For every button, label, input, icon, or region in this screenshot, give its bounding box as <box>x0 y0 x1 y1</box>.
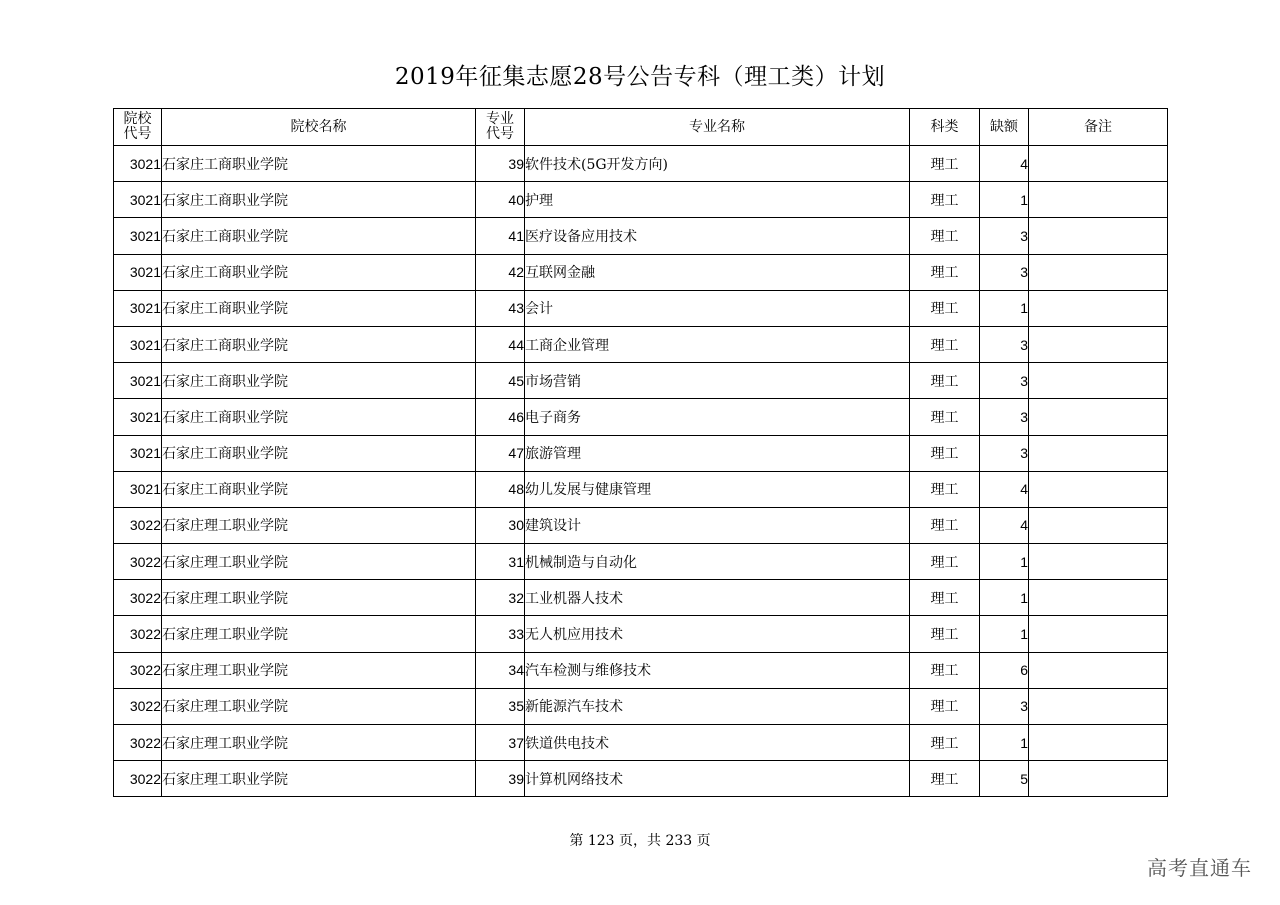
watermark-logo-text: 高考直通车 <box>1147 856 1252 880</box>
school-code-cell: 3022 <box>114 507 162 543</box>
major-code-cell: 39 <box>476 761 525 797</box>
school-name-cell: 石家庄理工职业学院 <box>162 688 476 724</box>
remarks-cell <box>1029 471 1168 507</box>
category-cell: 理工 <box>910 616 980 652</box>
major-code-cell: 42 <box>476 254 525 290</box>
remarks-cell <box>1029 182 1168 218</box>
remarks-cell <box>1029 507 1168 543</box>
table-row <box>114 616 1168 652</box>
table-row <box>114 761 1168 797</box>
remarks-cell <box>1029 616 1168 652</box>
major-code-cell: 41 <box>476 218 525 254</box>
school-name-cell: 石家庄理工职业学院 <box>162 652 476 688</box>
major-name-cell: 旅游管理 <box>525 435 910 471</box>
remarks-cell <box>1029 761 1168 797</box>
table-row <box>114 146 1168 182</box>
header-school-code-line2: 代号 <box>123 126 152 142</box>
school-code-cell: 3022 <box>114 616 162 652</box>
major-name-cell: 幼儿发展与健康管理 <box>525 471 910 507</box>
school-code-cell: 3022 <box>114 725 162 761</box>
vacancies-cell: 3 <box>980 363 1029 399</box>
table-row <box>114 218 1168 254</box>
header-remarks: 备注 <box>1029 109 1168 146</box>
major-name-cell: 汽车检测与维修技术 <box>525 652 910 688</box>
table-row <box>114 471 1168 507</box>
vacancies-cell: 6 <box>980 652 1029 688</box>
school-name-cell: 石家庄理工职业学院 <box>162 544 476 580</box>
major-code-cell: 44 <box>476 326 525 362</box>
table-row <box>114 363 1168 399</box>
school-name-cell: 石家庄理工职业学院 <box>162 761 476 797</box>
school-code-cell: 3021 <box>114 363 162 399</box>
category-cell: 理工 <box>910 761 980 797</box>
school-name-cell: 石家庄工商职业学院 <box>162 435 476 471</box>
school-name-cell: 石家庄理工职业学院 <box>162 580 476 616</box>
major-name-cell: 电子商务 <box>525 399 910 435</box>
major-name-cell: 无人机应用技术 <box>525 616 910 652</box>
major-name-cell: 互联网金融 <box>525 254 910 290</box>
major-code-cell: 31 <box>476 544 525 580</box>
table-row <box>114 725 1168 761</box>
category-cell: 理工 <box>910 290 980 326</box>
vacancies-cell: 4 <box>980 471 1029 507</box>
vacancies-cell: 1 <box>980 290 1029 326</box>
table-row <box>114 507 1168 543</box>
header-category: 科类 <box>910 109 980 146</box>
vacancies-cell: 4 <box>980 507 1029 543</box>
major-code-cell: 47 <box>476 435 525 471</box>
major-code-cell: 40 <box>476 182 525 218</box>
major-name-cell: 铁道供电技术 <box>525 725 910 761</box>
vacancies-cell: 3 <box>980 688 1029 724</box>
table-row <box>114 688 1168 724</box>
school-code-cell: 3021 <box>114 218 162 254</box>
vacancies-cell: 3 <box>980 326 1029 362</box>
vacancies-cell: 1 <box>980 616 1029 652</box>
school-code-cell: 3021 <box>114 435 162 471</box>
category-cell: 理工 <box>910 254 980 290</box>
remarks-cell <box>1029 435 1168 471</box>
remarks-cell <box>1029 290 1168 326</box>
remarks-cell <box>1029 363 1168 399</box>
category-cell: 理工 <box>910 725 980 761</box>
header-vacancies: 缺额 <box>980 109 1029 146</box>
major-name-cell: 市场营销 <box>525 363 910 399</box>
remarks-cell <box>1029 146 1168 182</box>
major-name-cell: 医疗设备应用技术 <box>525 218 910 254</box>
school-code-cell: 3021 <box>114 471 162 507</box>
school-name-cell: 石家庄工商职业学院 <box>162 471 476 507</box>
major-code-cell: 34 <box>476 652 525 688</box>
remarks-cell <box>1029 652 1168 688</box>
school-code-cell: 3021 <box>114 146 162 182</box>
table-row <box>114 326 1168 362</box>
vacancies-cell: 1 <box>980 182 1029 218</box>
vacancies-cell: 3 <box>980 435 1029 471</box>
school-code-cell: 3022 <box>114 761 162 797</box>
category-cell: 理工 <box>910 218 980 254</box>
vacancies-cell: 1 <box>980 544 1029 580</box>
vacancies-cell: 5 <box>980 761 1029 797</box>
header-major-code-line1: 专业 <box>486 111 514 127</box>
school-name-cell: 石家庄工商职业学院 <box>162 399 476 435</box>
school-name-cell: 石家庄工商职业学院 <box>162 290 476 326</box>
school-code-cell: 3022 <box>114 652 162 688</box>
remarks-cell <box>1029 580 1168 616</box>
remarks-cell <box>1029 254 1168 290</box>
school-code-cell: 3021 <box>114 182 162 218</box>
major-code-cell: 39 <box>476 146 525 182</box>
table-row <box>114 544 1168 580</box>
header-school-name: 院校名称 <box>162 109 476 146</box>
category-cell: 理工 <box>910 182 980 218</box>
page-title: 2019年征集志愿28号公告专科（理工类）计划 <box>394 64 886 90</box>
category-cell: 理工 <box>910 688 980 724</box>
major-code-cell: 45 <box>476 363 525 399</box>
category-cell: 理工 <box>910 544 980 580</box>
school-name-cell: 石家庄理工职业学院 <box>162 725 476 761</box>
remarks-cell <box>1029 544 1168 580</box>
school-name-cell: 石家庄工商职业学院 <box>162 146 476 182</box>
category-cell: 理工 <box>910 652 980 688</box>
school-name-cell: 石家庄工商职业学院 <box>162 326 476 362</box>
school-code-cell: 3021 <box>114 290 162 326</box>
vacancies-cell: 3 <box>980 218 1029 254</box>
table-row <box>114 652 1168 688</box>
major-name-cell: 软件技术(5G开发方向) <box>525 146 910 182</box>
school-name-cell: 石家庄工商职业学院 <box>162 254 476 290</box>
major-code-cell: 33 <box>476 616 525 652</box>
major-name-cell: 机械制造与自动化 <box>525 544 910 580</box>
page-footer: 第 123 页，共 233 页 <box>569 833 711 849</box>
vacancies-cell: 1 <box>980 725 1029 761</box>
table-row <box>114 580 1168 616</box>
vacancies-cell: 1 <box>980 580 1029 616</box>
category-cell: 理工 <box>910 435 980 471</box>
major-name-cell: 新能源汽车技术 <box>525 688 910 724</box>
category-cell: 理工 <box>910 146 980 182</box>
school-code-cell: 3022 <box>114 688 162 724</box>
school-code-cell: 3021 <box>114 399 162 435</box>
major-name-cell: 会计 <box>525 290 910 326</box>
major-name-cell: 建筑设计 <box>525 507 910 543</box>
school-code-cell: 3021 <box>114 254 162 290</box>
remarks-cell <box>1029 326 1168 362</box>
table-row <box>114 182 1168 218</box>
category-cell: 理工 <box>910 363 980 399</box>
school-code-cell: 3021 <box>114 326 162 362</box>
major-code-cell: 43 <box>476 290 525 326</box>
admission-plan-table <box>113 108 1168 797</box>
table-row <box>114 290 1168 326</box>
remarks-cell <box>1029 725 1168 761</box>
school-name-cell: 石家庄工商职业学院 <box>162 218 476 254</box>
header-school-code <box>114 109 162 146</box>
vacancies-cell: 3 <box>980 399 1029 435</box>
school-code-cell: 3022 <box>114 580 162 616</box>
table-row <box>114 254 1168 290</box>
category-cell: 理工 <box>910 507 980 543</box>
vacancies-cell: 3 <box>980 254 1029 290</box>
major-name-cell: 工商企业管理 <box>525 326 910 362</box>
school-name-cell: 石家庄工商职业学院 <box>162 182 476 218</box>
major-code-cell: 32 <box>476 580 525 616</box>
vacancies-cell: 4 <box>980 146 1029 182</box>
school-code-cell: 3022 <box>114 544 162 580</box>
major-code-cell: 37 <box>476 725 525 761</box>
school-name-cell: 石家庄工商职业学院 <box>162 363 476 399</box>
header-major-code-line2: 代号 <box>486 126 514 142</box>
major-code-cell: 35 <box>476 688 525 724</box>
school-name-cell: 石家庄理工职业学院 <box>162 507 476 543</box>
major-code-cell: 30 <box>476 507 525 543</box>
table-row <box>114 435 1168 471</box>
table-header-row <box>114 109 1168 146</box>
remarks-cell <box>1029 218 1168 254</box>
header-major-code <box>476 109 525 146</box>
table-row <box>114 399 1168 435</box>
remarks-cell <box>1029 688 1168 724</box>
category-cell: 理工 <box>910 471 980 507</box>
remarks-cell <box>1029 399 1168 435</box>
major-name-cell: 工业机器人技术 <box>525 580 910 616</box>
major-code-cell: 46 <box>476 399 525 435</box>
category-cell: 理工 <box>910 326 980 362</box>
major-code-cell: 48 <box>476 471 525 507</box>
major-name-cell: 计算机网络技术 <box>525 761 910 797</box>
category-cell: 理工 <box>910 580 980 616</box>
header-major-name: 专业名称 <box>525 109 910 146</box>
school-name-cell: 石家庄理工职业学院 <box>162 616 476 652</box>
major-name-cell: 护理 <box>525 182 910 218</box>
category-cell: 理工 <box>910 399 980 435</box>
header-school-code-line1: 院校 <box>123 111 152 127</box>
